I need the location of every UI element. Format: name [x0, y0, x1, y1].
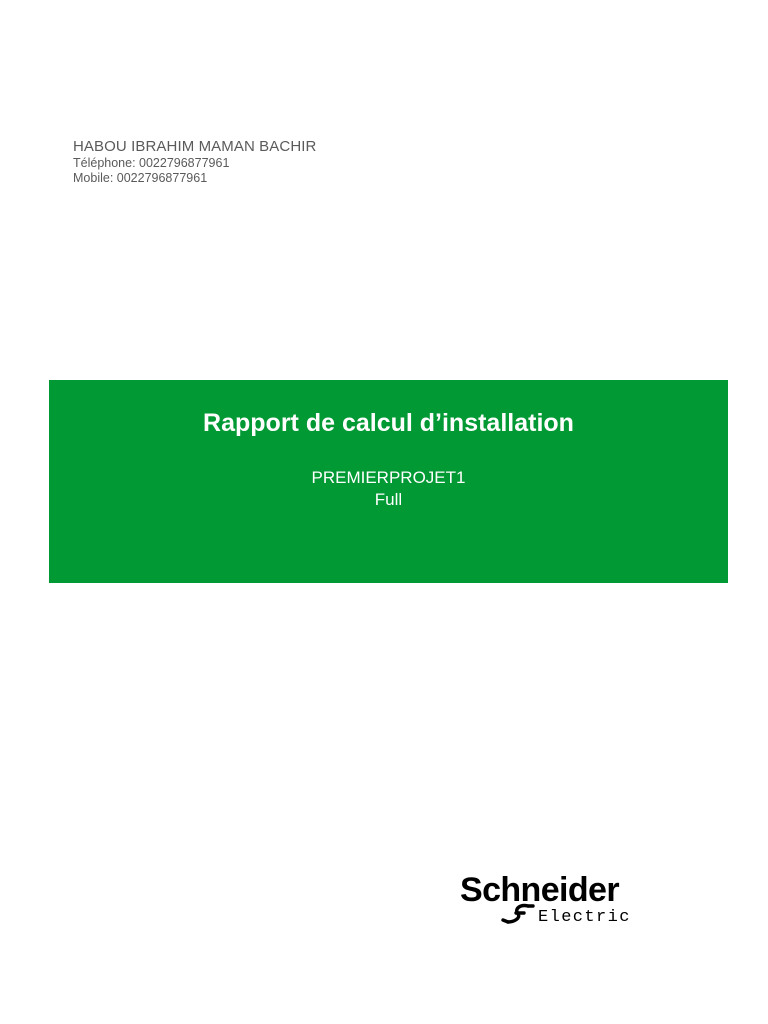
svg-text:Electric: Electric	[538, 908, 631, 927]
contact-block	[73, 138, 316, 186]
contact-telephone: Téléphone: 0022796877961	[73, 156, 230, 170]
project-name: PREMIERPROJET1	[311, 468, 466, 487]
schneider-electric-logo	[458, 868, 654, 928]
report-title: Rapport de calcul d’installation	[203, 409, 574, 437]
contact-name: HABOU IBRAHIM MAMAN BACHIR	[73, 138, 317, 155]
contact-mobile: Mobile: 0022796877961	[73, 171, 208, 185]
svg-text:Schneider: Schneider	[460, 871, 619, 909]
title-banner	[49, 380, 728, 583]
project-variant: Full	[374, 490, 403, 509]
